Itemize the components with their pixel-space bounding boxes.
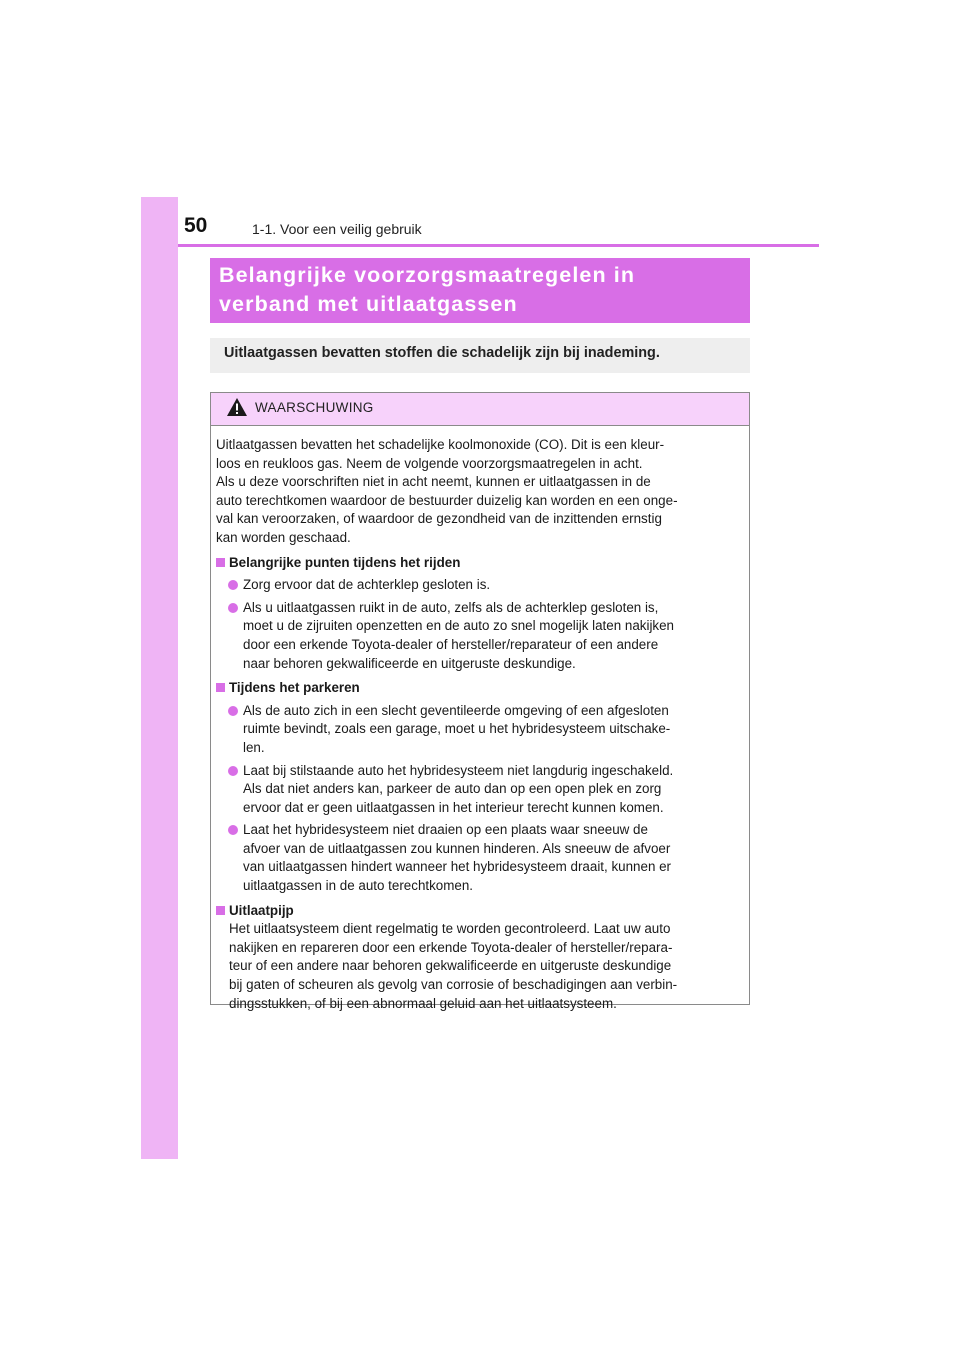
list-item [216,762,743,818]
text-line: ruimte bevindt, zoals een garage, moet u het hybridesysteem uitschake- [243,721,671,737]
text-line: Als u uitlaatgassen ruikt in de auto, zelfs als de achterklep gesloten is, [243,599,659,615]
text-line: afvoer van de uitlaatgassen zou kunnen hinderen. Als sneeuw de afvoer [243,840,671,856]
text-line: naar behoren gekwalificeerde en uitgeruste deskundige. [243,655,576,671]
section-title [216,902,743,921]
text-line: Zorg ervoor dat de achterklep gesloten is. [243,577,491,593]
text-line: Als de auto zich in een slecht geventileerde omgeving of een afgesloten [243,702,669,718]
warning-box [210,392,750,1011]
text-line: uitlaatgassen in de auto terechtkomen. [243,878,474,894]
text-line: Laat het hybridesysteem niet draaien op een plaats waar sneeuw de [243,822,648,838]
circle-bullet-icon [228,706,238,716]
section-label: 1-1. Voor een veilig gebruik [252,221,422,237]
warning-intro [216,436,743,548]
warning-triangle-icon [226,397,248,417]
section-driving [216,554,743,674]
text-line: ervoor dat er geen uitlaatgassen in het interieur terecht kunnen komen. [243,799,664,815]
page-title-box [210,258,750,323]
square-bullet-icon [216,906,225,915]
list-item [216,576,743,595]
text-line: kan worden geschaad. [216,529,351,545]
page-number: 50 [184,214,208,237]
summary-box: Uitlaatgassen bevatten stoffen die schadelijk zijn bij inademing. [210,338,750,373]
text-line: Uitlaatgassen bevatten het schadelijke koolmonoxide (CO). Dit is een kleur- [216,437,665,452]
chapter-side-tab [141,197,178,1159]
text-line: len. [243,739,265,755]
circle-bullet-icon [228,580,238,590]
circle-bullet-icon [228,766,238,776]
text-line: bij gaten of scheuren als gevolg van corrosie of beschadigingen aan verbin- [229,977,678,993]
text-line: val kan veroorzaken, of waardoor de gezondheid van de inzittenden ernstig [216,511,662,527]
square-bullet-icon [216,558,225,567]
header-rule [178,244,819,247]
text-line: moet u de zijruiten openzetten en de auto zo snel mogelijk laten nakijken [243,618,675,634]
text-line: Als dat niet anders kan, parkeer de auto dan op een open plek en zorg [243,781,662,797]
text-line: Als u deze voorschriften niet in acht neemt, kunnen er uitlaatgassen in de [216,474,651,490]
text-line: Laat bij stilstaande auto het hybridesysteem niet langdurig ingeschakeld. [243,762,674,778]
text-line: door een erkende Toyota-dealer of hersteller/reparateur of een andere [243,636,659,652]
square-bullet-icon [216,683,225,692]
text-line: auto terechtkomen waardoor de bestuurder duizelig kan worden en een onge- [216,492,678,508]
section-title [216,554,743,573]
list-item [216,821,743,895]
circle-bullet-icon [228,603,238,613]
list-item [216,599,743,673]
text-line: nakijken en repareren door een erkende Toyota-dealer of hersteller/repara- [229,939,673,955]
warning-header [211,393,749,426]
warning-label: WAARSCHUWING [255,400,374,415]
text-line: teur of een andere naar behoren gekwalificeerde en uitgeruste deskundige [229,958,672,974]
page-title-line-1: Belangrijke voorzorgsmaatregelen in [219,263,636,287]
section-title [216,679,743,698]
section-title-text: Belangrijke punten tijdens het rijden [229,554,461,570]
section-title-text: Uitlaatpijp [229,902,294,918]
section-parking [216,679,743,896]
circle-bullet-icon [228,825,238,835]
section-exhaust-pipe [216,902,743,1014]
text-line: loos en reukloos gas. Neem de volgende voorzorgsmaatregelen in acht. [216,455,643,471]
list-item [216,702,743,758]
section-paragraph [216,920,743,1013]
page-title-line-2: verband met uitlaatgassen [219,292,518,316]
text-line: dingsstukken, of bij een abnormaal geluid aan het uitlaatsysteem. [229,995,617,1011]
section-title-text: Tijdens het parkeren [229,680,360,696]
text-line: Het uitlaatsysteem dient regelmatig te worden gecontroleerd. Laat uw auto [229,921,671,937]
text-line: van uitlaatgassen hindert wanneer het hybridesysteem draait, kunnen er [243,859,672,875]
warning-body [211,426,749,1013]
